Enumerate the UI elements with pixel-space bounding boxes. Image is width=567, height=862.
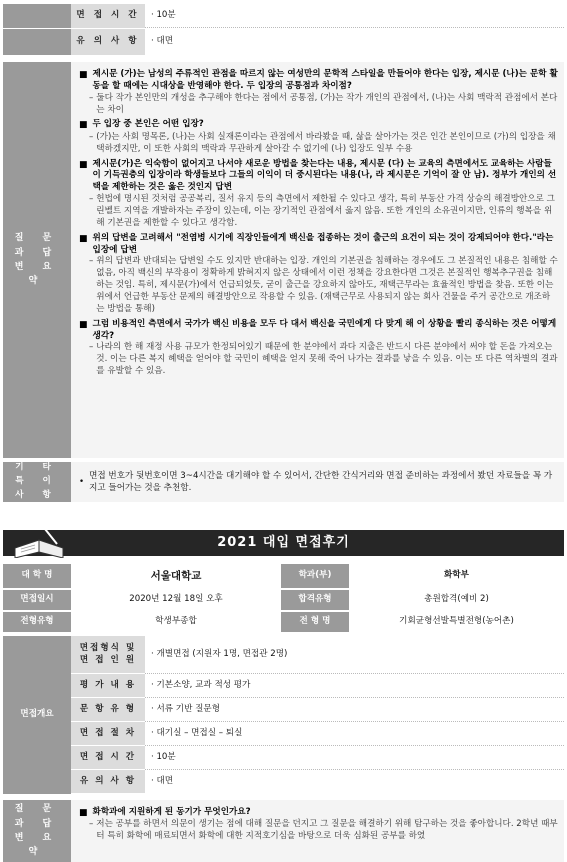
- question: [79, 119, 558, 131]
- question: [79, 233, 558, 257]
- question: [79, 807, 558, 819]
- overview-row-label: 평 가 내 용: [71, 674, 145, 698]
- dash-icon: –: [89, 256, 94, 267]
- question-text: 그럼 비용적인 측면에서 국가가 백신 비용을 모두 다 대서 백신을 국민에게 다 맞게 해 이 상황을 빨리 종식하는 것은 어떻게 생각?: [92, 318, 557, 341]
- dept-value: 화학부: [349, 564, 564, 588]
- square-bullet-icon: ■: [79, 120, 88, 131]
- note-row: [3, 29, 564, 55]
- qa-label: 질 문 과 답 변 요 약: [3, 800, 71, 862]
- note-label: 유 의 사 항: [71, 29, 145, 55]
- overview-row-value: · 대면: [145, 770, 564, 794]
- answer-text: 헌법에 명시된 것처럼 공공복리, 질서 유지 등의 측면에서 제한될 수 있다고 생각, 특히 부동산 가격 상승의 해결방안으로 그린벨트 지역을 개발하자는 주장이 있는데, 이는 장기적인 관점에서 옳지 않음. 또한 개인의 소유권이지만, 인류의 행복을 위해 기본권을 제한할 수 있다고 생각함.: [96, 194, 555, 228]
- overview-row: [71, 770, 564, 794]
- univ-value: 서울대학교: [71, 564, 281, 588]
- question-text: 위의 답변을 고려해서 "전염병 시기에 직장인들에게 백신을 접종하는 것이 출근의 요건이 되는 것이 강제되어야 한다."라는 입장에 답변: [92, 232, 554, 255]
- answer-text: (가)는 사회 명목론, (나)는 사회 실재론이라는 관점에서 바라봤을 때, 삶을 살아가는 것은 인간 본인이므로 (가)의 입장을 채택하겠지만, 이 또한 사회의 맥락과 무관하게 살아갈 수 없기에 (나) 입장도 일부 수용: [96, 131, 556, 154]
- overview-row-label: 면 접 절 차: [71, 722, 145, 746]
- etc-section: [3, 462, 564, 502]
- question-text: 화학과에 지원하게 된 동기가 무엇인가요?: [92, 807, 251, 817]
- answer-text: 위의 답변과 반대되는 답변일 수도 있지만 반대하는 입장. 개인의 기본권을 침해하는 경우에도 그 본질적인 내용은 침해할 수 없음, 아직 백신의 부작용이 정확하게 밝혀지지 않은 상태에서 이런 정책을 강요한다면 그것은 본질적인 행복추구권을 침해하는 것임. 특히, 제시문(가)에서 언급되었듯, 굳이 출근을 강요하지 않아도, 재택근무라는 효율적인 방법을 찾음. 또한 이는 위에서 언급한 부동산 문제의 해결방안으로 작용할 수 있음. (재택근무로 사용되지 않는 회사 건물을 주거 공간으로 개조하는 방법을 통해): [96, 256, 558, 314]
- answer: [79, 194, 558, 230]
- answer: [79, 342, 558, 378]
- univ-label: 대 학 명: [3, 564, 71, 588]
- overview-row: [71, 746, 564, 770]
- square-bullet-icon: ■: [79, 808, 88, 818]
- name-value: 기회균형선발특별전형(농어촌): [349, 612, 564, 632]
- square-bullet-icon: ■: [79, 159, 88, 170]
- overview-section: [3, 636, 564, 794]
- etc-label: 기 타 특 이 사 항: [3, 462, 71, 502]
- result-label: 합격유형: [281, 590, 349, 610]
- answer-text: 저는 공부를 하면서 의문이 생기는 점에 대해 질문을 던지고 그 질문을 해결하기 위해 탐구하는 것을 좋아합니다. 2학년 때부터 특히 화학에 매료되면서 화학에 대한 지적호기심을 바탕으로 더욱 심화된 공부를 하였: [96, 819, 558, 842]
- info-row-3: [3, 612, 564, 632]
- answer: [79, 819, 558, 843]
- overview-row: [71, 636, 564, 674]
- overview-row-value: · 10분: [145, 746, 564, 770]
- row-side-fill: [3, 4, 71, 28]
- overview-row-label: 면접형식 및 면 접 인 원: [71, 636, 145, 674]
- overview-row-value: · 서류 기반 질문형: [145, 698, 564, 722]
- answer: [79, 132, 558, 156]
- dash-icon: –: [89, 92, 94, 103]
- overview-row-label: 문 항 유 형: [71, 698, 145, 722]
- overview-row: [71, 698, 564, 722]
- question: [79, 69, 558, 93]
- overview-label: 면접개요: [3, 636, 71, 794]
- info-row-2: [3, 590, 564, 610]
- overview-rows: [71, 636, 564, 794]
- section-banner: [3, 530, 564, 556]
- overview-row-label: 유 의 사 항: [71, 770, 145, 794]
- date-value: 2020년 12월 18일 오후: [71, 590, 281, 610]
- date-label: 면접일시: [3, 590, 71, 610]
- dash-icon: –: [89, 131, 94, 142]
- question-text: 두 입장 중 본인은 어떤 입장?: [92, 119, 204, 130]
- time-label: 면 접 시 간: [71, 4, 145, 28]
- question: [79, 159, 558, 195]
- qa-content: [71, 62, 564, 458]
- qa-label: 질 문 과 답 변 요 약: [3, 62, 71, 458]
- question-text: 제시문 (가)는 남성의 주류적인 관점을 따르지 않는 여성만의 문학적 스타일을 만들어야 한다는 입장, 제시문 (나)는 문학 활동을 할 때에는 시대상을 반영해야 한다. 두 입장의 공통점과 차이점?: [92, 69, 558, 91]
- name-label: 전 형 명: [281, 612, 349, 632]
- etc-text: 면접 번호가 뒷번호이면 3~4시간을 대기해야 할 수 있어서, 간단한 간식거리와 면접 준비하는 과정에서 봤던 자료들을 꼭 가지고 들어가는 것을 추천함.: [89, 471, 553, 493]
- etc-content: [71, 462, 564, 502]
- answer-text: 나라의 한 해 재정 사용 규모가 한정되어있기 때문에 한 분야에서 과다 지출은 반드시 다른 분야에서 써야 할 돈을 가져오는 것. 이는 다른 복지 혜택을 얻어야 할 국민이 혜택을 얻지 못해 죽어 나가는 결과를 낳을 수 있음. 이는 또 다른 역차별의 결과를 유발할 수 있음.: [96, 342, 558, 377]
- square-bullet-icon: ■: [79, 319, 88, 330]
- overview-row-value: · 기본소양, 교과 적성 평가: [145, 674, 564, 698]
- square-bullet-icon: ■: [79, 70, 88, 80]
- square-bullet-icon: ■: [79, 233, 88, 244]
- dash-icon: –: [89, 194, 94, 205]
- qa-section-2: [3, 800, 564, 862]
- overview-row: [71, 674, 564, 698]
- qa-section-1: [3, 62, 564, 458]
- bullet-icon: •: [79, 477, 85, 488]
- overview-row-value: · 대기실 – 면접실 – 퇴실: [145, 722, 564, 746]
- question-text: 제시문(가)은 익숙함이 없어지고 나서야 새로운 방법을 찾는다는 내용, 제시문 (다) 는 교육의 측면에서도 교육하는 사람들이 기득권층의 입장이라 학생들보다 그들의 이익이 더 중시된다는 내용(나, 라 제시문은 기억이 잘 안 남). 정부가 개인의 선택을 제한하는 것은 옳은 것인지 답변: [92, 158, 557, 193]
- qa-content: [71, 800, 564, 862]
- dept-label: 학과(부): [281, 564, 349, 588]
- type-value: 학생부종합: [71, 612, 281, 632]
- answer: [79, 93, 558, 117]
- result-value: 총원합격(예비 2): [349, 590, 564, 610]
- note-value: · 대면: [145, 29, 564, 55]
- dash-icon: –: [89, 342, 94, 353]
- info-row-1: [3, 564, 564, 588]
- time-value: · 10분: [145, 4, 564, 28]
- type-label: 전형유형: [3, 612, 71, 632]
- answer: [79, 256, 558, 315]
- answer-text: 둘다 작가 본인만의 개성을 추구해야 한다는 점에서 공통점, (가)는 작가 개인의 관점에서, (나)는 사회 맥락적 관점에서 본다는 차이: [96, 92, 558, 115]
- overview-row: [71, 722, 564, 746]
- question: [79, 319, 558, 343]
- banner-title: 2021 대입 면접후기: [217, 535, 350, 550]
- time-row: [3, 4, 564, 28]
- row-side-fill: [3, 29, 71, 55]
- overview-row-value: · 개별면접 (지원자 1명, 면접관 2명): [145, 636, 564, 674]
- dash-icon: –: [89, 819, 94, 830]
- overview-row-label: 면 접 시 간: [71, 746, 145, 770]
